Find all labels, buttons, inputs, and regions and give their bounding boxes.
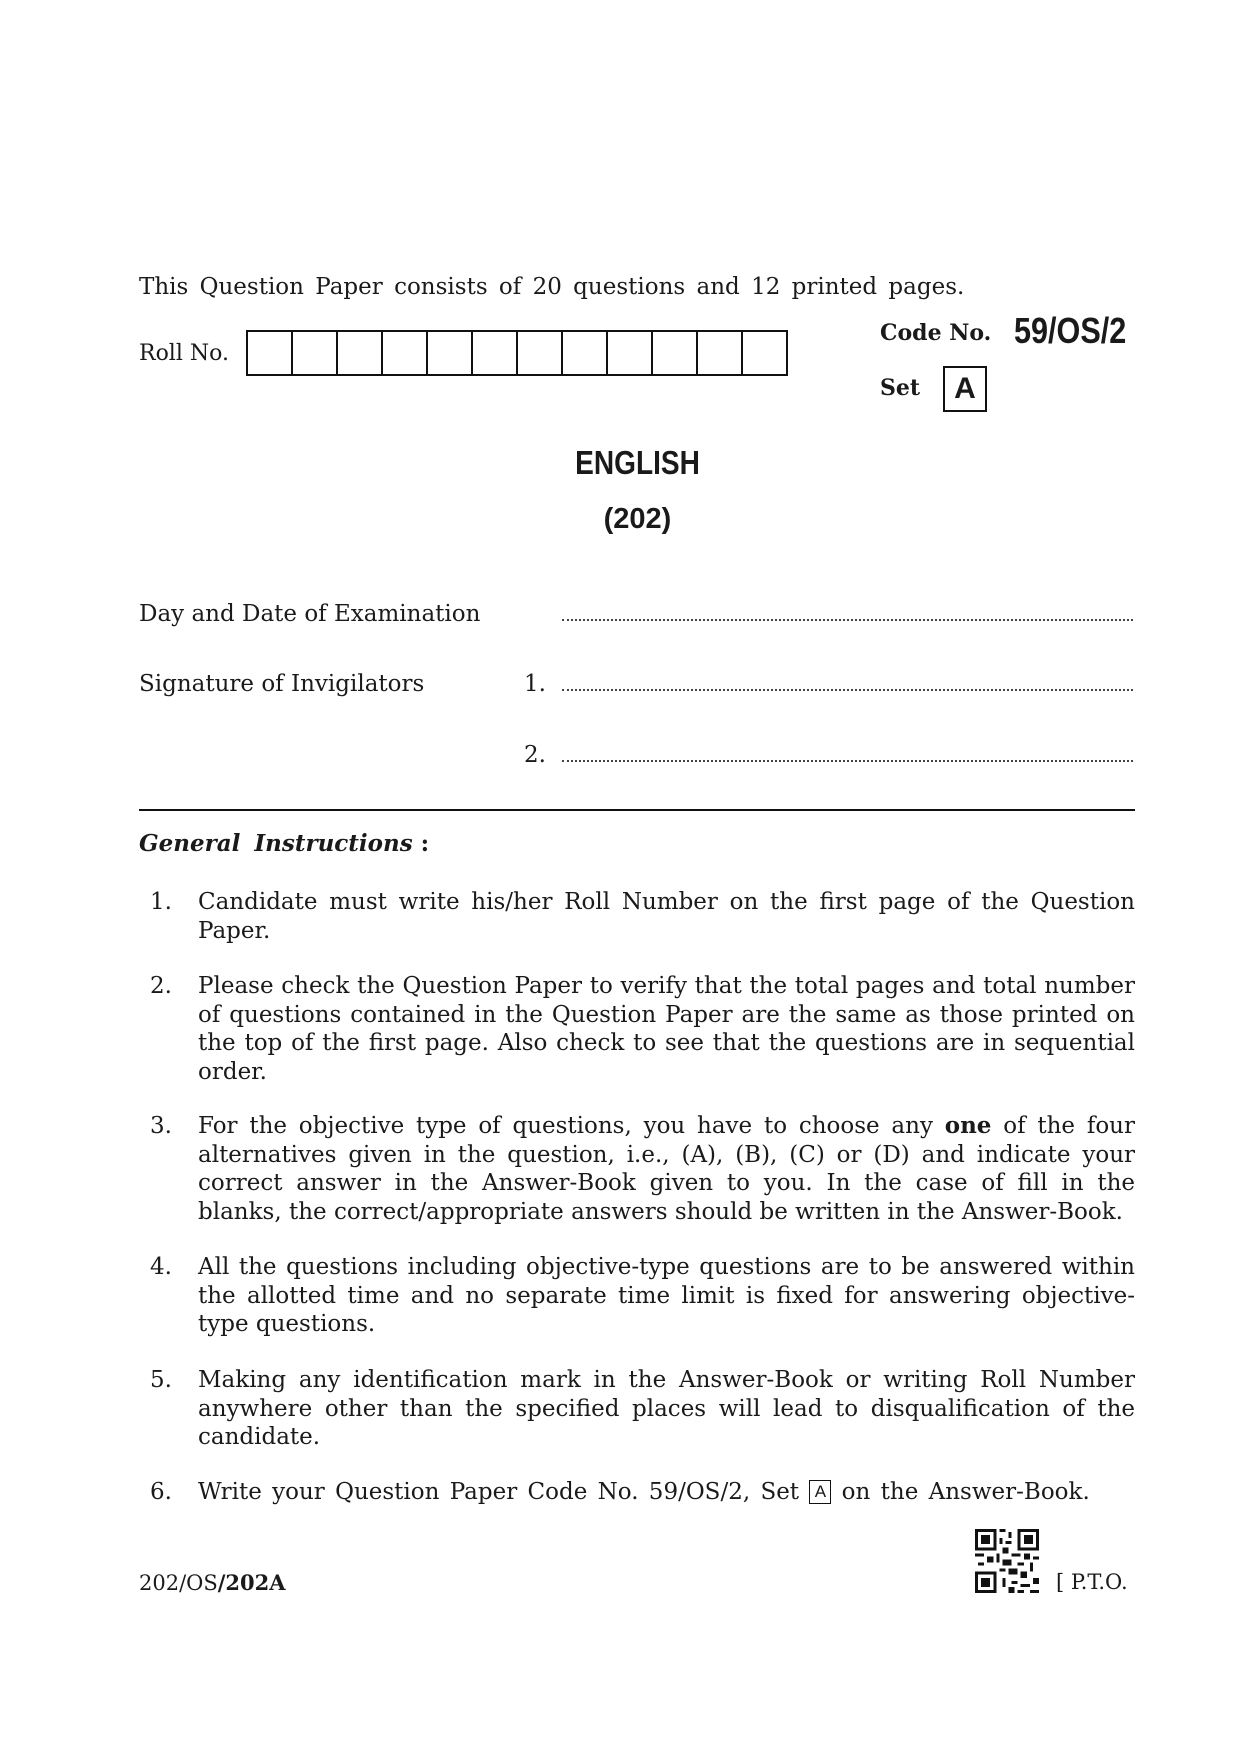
roll-digit-box[interactable] — [653, 332, 698, 374]
instructions-heading — [139, 830, 429, 857]
instruction-text — [198, 1112, 1135, 1226]
signature-2-number: 2. — [524, 742, 546, 768]
instruction-number: 3. — [150, 1113, 172, 1139]
roll-number-label: Roll No. — [139, 341, 229, 366]
roll-digit-box[interactable] — [698, 332, 743, 374]
roll-digit-box[interactable] — [383, 332, 428, 374]
roll-digit-box[interactable] — [338, 332, 383, 374]
instruction-item — [139, 1366, 1135, 1452]
instruction-text-part: Write your Question Paper Code No. 59/OS/2, Set — [198, 1479, 810, 1505]
roll-number-boxes[interactable] — [246, 330, 788, 376]
please-turn-over: [ P.T.O. — [1056, 1570, 1128, 1594]
instruction-text-part: For the objective type of questions, you have to choose any — [198, 1113, 945, 1139]
instruction-text — [198, 1478, 1135, 1507]
instructions-heading-colon: : — [412, 830, 430, 857]
code-number-value: 59/OS/2 — [1014, 310, 1127, 351]
signature-2-line[interactable] — [562, 758, 1133, 762]
roll-digit-box[interactable] — [608, 332, 653, 374]
instruction-text: Candidate must write his/her Roll Number on the first page of the Question Paper. — [198, 889, 1135, 944]
roll-digit-box[interactable] — [293, 332, 338, 374]
roll-digit-box[interactable] — [428, 332, 473, 374]
instruction-text: All the questions including objective-type questions are to be answered within the allotted time and no separate time limit is fixed for answering objective-type questions. — [198, 1254, 1135, 1337]
footer-paper-code — [139, 1570, 286, 1595]
instruction-number: 5. — [150, 1367, 172, 1393]
exam-date-label: Day and Date of Examination — [139, 601, 481, 627]
instruction-text-part: of the four alternatives given in the question, i.e., (A), (B), (C) or (D) and indicate your correct answer in the Answer-Book given to you. In the case of fill in the blanks, the correct/appropriate answers should be written in the Answer-Book. — [198, 1113, 1135, 1225]
instruction-item — [139, 1478, 1135, 1507]
instruction-number: 1. — [150, 889, 172, 915]
set-inline-box: A — [809, 1480, 831, 1504]
footer-code-prefix: 202/OS — [139, 1571, 218, 1595]
subject-code: (202) — [603, 503, 672, 535]
roll-digit-box[interactable] — [248, 332, 293, 374]
code-number-label: Code No. — [880, 320, 992, 346]
set-label: Set — [880, 375, 921, 401]
signature-1-line[interactable] — [562, 687, 1133, 691]
instruction-text: Please check the Question Paper to verify that the total pages and total number of questions contained in the Question Paper are the same as those printed on the top of the first page. Also check to see that the questions are in sequential order. — [198, 973, 1135, 1085]
instruction-text: Making any identification mark in the Answer-Book or writing Roll Number anywhere other than the specified places will lead to disqualification of the candidate. — [198, 1367, 1135, 1450]
instruction-item — [139, 972, 1135, 1086]
instruction-number: 6. — [150, 1479, 172, 1505]
instructions-heading-text: General Instructions — [139, 830, 413, 857]
instruction-item — [139, 1112, 1135, 1226]
roll-digit-box[interactable] — [473, 332, 518, 374]
signature-1-number: 1. — [524, 671, 546, 697]
roll-digit-box[interactable] — [518, 332, 563, 374]
instruction-emphasis: one — [944, 1112, 992, 1139]
roll-digit-box[interactable] — [563, 332, 608, 374]
set-value-box: A — [943, 366, 987, 412]
exam-date-line[interactable] — [562, 617, 1133, 621]
instruction-text-part: on the Answer-Book. — [831, 1479, 1090, 1505]
paper-summary-note: This Question Paper consists of 20 questions and 12 printed pages. — [139, 274, 965, 300]
roll-digit-box[interactable] — [743, 332, 786, 374]
instruction-item — [139, 1253, 1135, 1339]
subject-title: ENGLISH — [575, 444, 700, 481]
qr-code-icon — [975, 1529, 1039, 1593]
instruction-item — [139, 888, 1135, 945]
instruction-number: 4. — [150, 1254, 172, 1280]
invigilator-signature-label: Signature of Invigilators — [139, 671, 425, 697]
instruction-number: 2. — [150, 973, 172, 999]
footer-code-suffix: /202A — [217, 1570, 286, 1595]
section-divider — [139, 809, 1135, 811]
